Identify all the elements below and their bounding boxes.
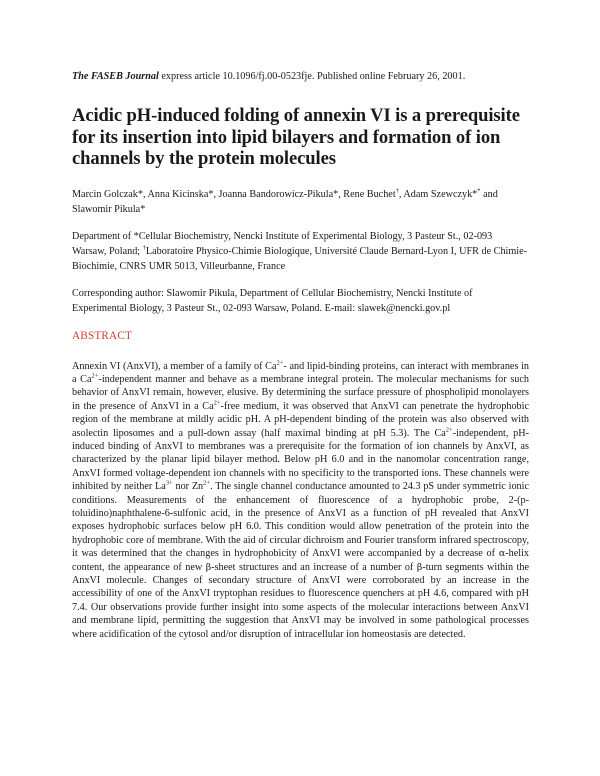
- superscript: 2+: [91, 372, 99, 380]
- authors-part2: , Adam Szewczyk*: [398, 188, 478, 200]
- abstract-text: -free medium, it was observed that AnxVI can penetrate the hydrophobic region of the membrane at mildly acidic pH. A pH-dependent binding of the protein was also observed with asolectin liposomes and a pull-down assay (half maximal binding at pH 5.3). The Ca: [72, 400, 529, 439]
- superscript: 3+: [165, 479, 173, 487]
- article-citation: express article 10.1096/fj.00-0523fje. Published online February 26, 2001.: [161, 71, 466, 82]
- paper-title: Acidic pH-induced folding of annexin VI is a prerequisite for its insertion into lipid bilayers and formation of ion channels by the protein molecules: [72, 105, 520, 169]
- dagger-mark: †: [142, 244, 146, 252]
- journal-header: [72, 70, 529, 83]
- authors-part3: and Slawomir Pikula*: [72, 188, 498, 215]
- dagger-mark: †: [395, 187, 399, 195]
- abstract-text: -helix content, the appearance of new: [72, 548, 529, 573]
- journal-name: The FASEB Journal: [72, 71, 159, 82]
- abstract-text: . The single channel conductance amounted to 24.3 pS under symmetric ionic conditions. Measurements of the enhancement of fluorescence of a hydrophobic probe, 2-(p-toluidino)naphthalene-6-sulfonic acid, in the presence of AnxVI as a function of pH revealed that AnxVI exposes hydrophobic surfaces below pH 6.0. This condition would allow penetration of the protein into the hydrophobic core of membrane. With the aid of circular dichroism and Fourier transform infrared spectroscopy, it was determined that the changes in hydrophobicity of AnxVI were accompanied by a decrease of: [72, 481, 530, 560]
- superscript: 2+: [203, 479, 211, 487]
- affiliations: [72, 229, 529, 274]
- authors-part1: Marcin Golczak*, Anna Kicinska*, Joanna Bandorowicz-Pikula*, Rene Buchet: [72, 188, 396, 200]
- abstract-text: - and lipid-binding proteins, can interact with membranes in a Ca: [72, 360, 529, 385]
- footnote-mark: *: [477, 187, 481, 195]
- affiliation-part2: Laboratoire Physico-Chimie Biologique, Université Claude Bernard-Lyon I, UFR de Chimie-Biochimie, CNRS UMR 5013, Villeurbanne, France: [72, 245, 528, 272]
- abstract-text: Annexin VI (AnxVI), a member of a family of Ca: [72, 360, 277, 372]
- abstract-heading: ABSTRACT: [72, 329, 133, 342]
- superscript: 2+: [276, 359, 284, 367]
- abstract-text: -sheet structures and an increase of a number of: [211, 561, 417, 573]
- paper-page: [72, 70, 529, 641]
- abstract-text: -independent manner and behave as a membrane integral protein. The molecular mechanisms for such behavior of AnxVI remain, however, elusive. By determining the surface pressure of phospholipid monolayers in the presence of AnxVI in a Ca: [72, 373, 529, 412]
- author-list: [72, 187, 529, 217]
- superscript: 2+: [213, 399, 221, 407]
- abstract-text: -turn segments within the AnxVI molecule. Changes of secondary structure of AnxVI were corroborated by an increase in the accessibility of one of the AnxVI tryptophan residues to fluorescence quenchers at pH 4.6, compared with pH 7.4. Our observations provide further insight into some aspects of the molecular interactions between AnxVI and membrane lipid, permitting the suggestion that AnxVI may be involved in some pathological processes where acidification of the cytosol and/or disruption of intracellular ion homeostasis are detected.: [72, 561, 529, 640]
- abstract-body: [72, 360, 529, 642]
- beta-symbol: β: [416, 561, 423, 573]
- affiliation-part1: Department of *Cellular Biochemistry, Nencki Institute of Experimental Biology, 3 Pasteur St., 02-093 Warsaw, Poland;: [72, 230, 493, 257]
- corresponding-author: Corresponding author: Slawomir Pikula, Department of Cellular Biochemistry, Nencki Institute of Experimental Biology, 3 Pasteur St., 02-093 Warsaw, Poland. E-mail: slawek@nencki.gov.pl: [72, 287, 473, 314]
- abstract-text: nor Zn: [172, 481, 204, 493]
- abstract-text: -independent, pH-induced binding of AnxVI to membranes was a prerequisite for the formation of ion channels by AnxVI, as characterized by the planar lipid bilayer method. Below pH 6.0 and in the nanomolar concentration range, AnxVI formed voltage-dependent ion channels with no specificity to the transported ions. These channels were inhibited by neither La: [72, 427, 529, 493]
- alpha-symbol: α: [498, 548, 506, 560]
- superscript: 2+: [445, 426, 453, 434]
- beta-symbol: β: [205, 561, 212, 573]
